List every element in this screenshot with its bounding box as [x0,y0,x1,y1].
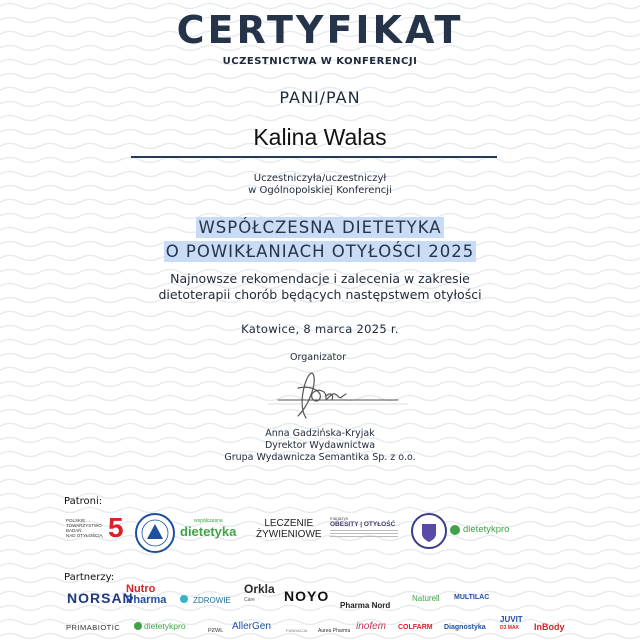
conference-date: Katowice, 8 marca 2025 r. [241,322,399,336]
wave-line [0,74,640,79]
patron-logo-dietetykpro [450,524,509,535]
wave-line [0,340,640,345]
wave-line [0,606,640,611]
obesity-main: OBESITY | OTYŁOŚĆ [330,521,396,528]
patrons-label: Patroni: [64,496,103,507]
orkla-sub: Care [244,597,255,603]
partner-logo-nutropharma [126,584,166,606]
wave-line [0,158,640,163]
partner-logo-noyo: NOYO [284,588,330,604]
partner-logo-orkla [244,584,275,606]
zdrowie-text: ZDROWIE [193,596,231,605]
conference-title-text-1: WSPÓŁCZESNA DIETETYKA [198,218,442,237]
certificate-subtitle: UCZESTNICTWA W KONFERENCJI [222,56,418,67]
juvit-line-1: JUVIT [500,615,523,624]
handwritten-signature [268,366,408,426]
partner-logo-naturell: Naturell [412,594,440,603]
partner-logo-aurea: Aurea Pharma [318,628,351,634]
leczenie-line-2: ŻYWIENIOWE [256,529,322,540]
obesity-small: magazyn [330,516,349,521]
certificate-title: CERTYFIKAT [176,8,464,52]
ptbo-mark: 5 [108,512,124,543]
participation-line-2: w Ogólnopolskiej Konferencji [248,185,392,196]
partner-logo-allergen: AllerGen [232,621,271,632]
leczenie-line-1: LECZENIE [264,518,314,529]
partner-logo-diagnostyka: Diagnostyka [444,624,486,631]
juvit-line-2: D3 MAX [500,625,519,631]
partners-label: Partnerzy: [64,572,115,583]
wspolczesna-top: współczesna [194,518,223,524]
organizer-name: Anna Gadzińska-Kryjak [265,428,375,439]
ptbo-line-1: POLSKIE [66,518,86,523]
salutation: PANI/PAN [279,88,361,107]
partner-logo-primabiotic: PRIMABIOTIC [66,623,121,632]
wspolczesna-main: dietetyka [180,524,237,539]
wave-line [0,312,640,317]
wave-line [0,480,640,485]
nutro-line-2: Pharma [126,594,167,606]
partner-logo-inbody: InBody [534,622,565,632]
conference-description-line-1: Najnowsze rekomendacje i zalecenia w zakresie [170,271,470,286]
wave-line [0,116,640,121]
partner-logo-dietetykpro [134,621,186,631]
patron-logo-leczenie-zywieniowe [256,518,322,540]
zdrowie-heart-icon [180,595,188,603]
partner-logo-fundacja: FUNDACJA [286,628,308,633]
conference-title-line-2 [0,242,640,261]
dietetykpro-partner-leaf-icon [134,622,142,630]
name-underline [131,156,497,158]
ptbo-line-3: BADAŃ [66,528,82,533]
wave-line [0,466,640,471]
wave-line [0,200,640,205]
conference-title-line-1 [0,218,640,237]
organizer-label: Organizator [290,352,346,363]
wave-line [0,634,640,639]
dietetykpro-partner-text: dietetykpro [144,621,186,631]
pharmanord-text: Pharma Nord [340,601,391,610]
ptbo-line-2: TOWARZYSTWO [66,523,102,528]
conference-title-text-2: O POWIKŁANIACH OTYŁOŚCI 2025 [165,242,475,261]
conference-description-line-2: dietoterapii chorób będących następstwem otyłości [158,287,482,302]
partner-logo-pzwl: PZWL [208,628,224,634]
patron-logo-obesity [330,516,398,538]
wave-line [0,550,640,555]
patron-logo-wspolczesna-dietetyka [180,518,236,539]
partner-logo-norsan: NORSAN [67,590,134,606]
obesity-tagline-lines [330,530,398,538]
dietetykpro-leaf-icon [450,525,460,535]
participant-name: Kalina Walas [253,124,387,150]
organizer-company: Grupa Wydawnicza Semantika Sp. z o.o. [224,452,416,463]
partner-logo-colfarm: COLFARM [398,624,433,631]
organizer-role: Dyrektor Wydawnictwa [264,440,376,451]
nutro-line-1: Nutro [126,583,156,595]
dietetykpro-text: dietetykpro [463,524,510,535]
wave-line [0,508,640,513]
orkla-text: Orkla [244,582,275,596]
patron-university-seal [410,512,448,550]
wave-line [0,564,640,569]
patron-seal-logo [134,512,176,554]
participation-line-1: Uczestniczyła/uczestniczył [253,173,387,184]
partner-logo-multilac: MULTILAC [454,594,490,601]
partner-logo-juvit [500,616,523,632]
partner-logo-zdrowie [180,588,231,607]
partner-logo-pharmanord [340,593,390,612]
ptbo-line-4: NAD OTYŁOŚCIĄ [66,533,103,538]
patron-logo-ptbo [66,512,126,544]
partner-logo-inofem: inofem [356,621,387,632]
